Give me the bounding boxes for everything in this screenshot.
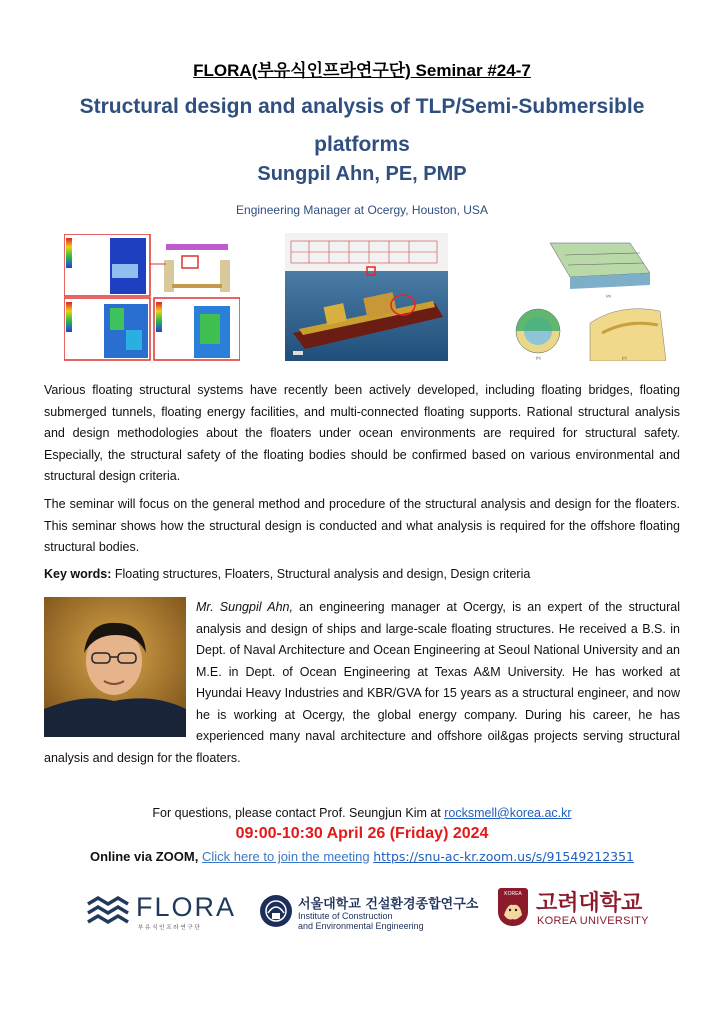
snu-logo (258, 891, 488, 935)
keywords (44, 567, 530, 581)
svg-text:(c): (c) (622, 355, 627, 360)
seminar-datetime: 09:00-10:30 April 26 (Friday) 2024 (235, 825, 489, 842)
korea-korean-name: 고려대학교 (536, 891, 643, 916)
speaker-affiliation: Engineering Manager at Ocergy, Houston, USA (236, 203, 488, 217)
bio-speaker-name: Mr. Sungpil Ahn, (196, 600, 293, 614)
flora-subtitle: 부 유 식 인 프 라 연 구 단 (138, 925, 200, 931)
seminar-number: FLORA(부유식인프라연구단) Seminar #24-7 (193, 61, 531, 80)
fpso-photo (285, 233, 448, 361)
fea-stress-figure (64, 234, 240, 362)
flora-logo (86, 890, 246, 934)
structural-model-render (510, 233, 666, 361)
bio-text: an engineering manager at Ocergy, is an expert of the structural analysis and design of ships and large-scale floating structures. He received a B.S. in Dept. of Naval Architecture and Ocean Engineering at Seoul National University and an M.E. in Dept. of Ocean Engineering at Texas A&M University. He has worked at Hyundai Heavy Industries and KBR/GVA for 15 years as a structural engineer, and now he is working at Ocergy, the global energy company. During his career, he has experienced many naval architecture and offshore oil&gas projects serving structural analysis and design for the floaters. (44, 600, 680, 765)
contact-text: For questions, please contact Prof. Seungjun Kim at (152, 806, 445, 820)
svg-text:(b): (b) (536, 355, 541, 360)
keywords-label: Key words: (44, 567, 112, 581)
korea-seal-icon (498, 888, 528, 926)
flora-name: FLORA (136, 892, 237, 922)
zoom-label: Online via ZOOM, (89, 849, 199, 864)
contact-line (0, 806, 724, 820)
korea-university-logo (498, 886, 658, 932)
snu-emblem-icon (258, 893, 294, 929)
svg-text:(a): (a) (606, 293, 611, 298)
snu-english-1: Institute of Construction (298, 911, 393, 921)
zoom-join-link[interactable]: Click here to join the meeting (201, 849, 370, 864)
abstract-paragraph-2: The seminar will focus on the general method and procedure of the structural analysis and design for the floaters. This seminar shows how the structural design is conducted and what analysis is required for the offshore floating structural bodies. (44, 497, 680, 554)
speaker-name: Sungpil Ahn, PE, PMP (257, 163, 467, 185)
keywords-text: Floating structures, Floaters, Structural analysis and design, Design criteria (111, 567, 531, 581)
seminar-title: Structural design and analysis of TLP/Semi-Submersible platforms (79, 95, 645, 156)
korea-seal-text: KOREA (504, 891, 522, 897)
korea-english-name: KOREA UNIVERSITY (537, 915, 649, 927)
flora-wave-icon (86, 894, 132, 930)
speaker-photo (44, 597, 186, 737)
contact-email-link[interactable]: rocksmell@korea.ac.kr (444, 806, 572, 820)
zoom-url-link[interactable]: https://snu-ac-kr.zoom.us/s/91549212351 (373, 849, 635, 864)
zoom-line (0, 849, 724, 864)
snu-korean-name: 서울대학교 건설환경종합연구소 (298, 897, 479, 912)
speaker-bio (44, 597, 680, 769)
abstract-paragraph-1: Various floating structural systems have recently been actively developed, including floating bridges, floating submerged tunnels, floating energy facilities, and multi-connected floating supports. Rational structural analysis and design methodologies about the floaters under ocean environments are required for structural safety. Especially, the structural safety of the floating bodies should be confirmed based on various environmental and structural design criteria. (44, 383, 680, 483)
snu-english-2: and Environmental Engineering (298, 921, 424, 931)
